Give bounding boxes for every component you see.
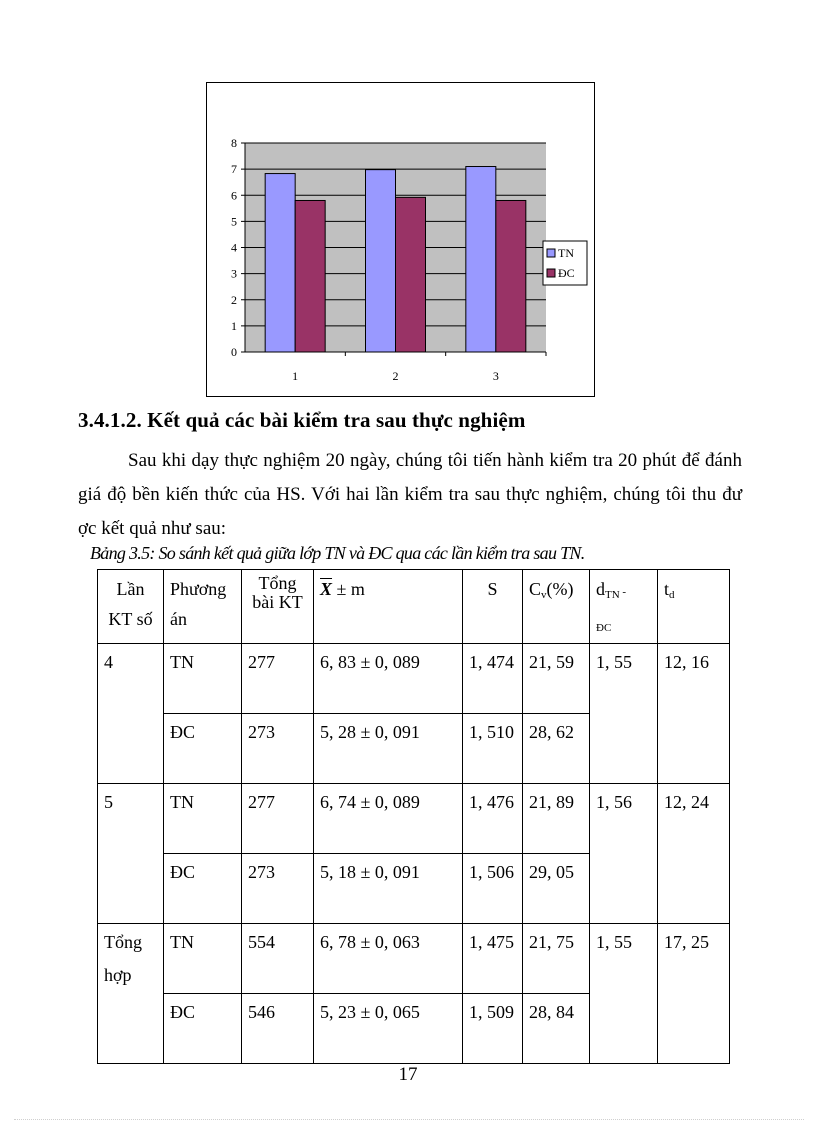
cell-cv: 28, 84	[523, 994, 590, 1064]
cell-t: 17, 25	[658, 924, 730, 1064]
cell-pa: TN	[164, 924, 242, 994]
cell-d: 1, 55	[590, 924, 658, 1064]
table-row	[98, 924, 730, 994]
y-tick-label: 4	[231, 240, 237, 255]
cell-n: 277	[242, 784, 314, 854]
cell-lan: 5	[98, 784, 164, 924]
cell-pa: ĐC	[164, 994, 242, 1064]
cell-cv: 28, 62	[523, 714, 590, 784]
cell-cv: 21, 59	[523, 644, 590, 714]
y-tick-label: 3	[231, 266, 237, 281]
cell-pa: ĐC	[164, 854, 242, 924]
cell-mean: 6, 78 ± 0, 063	[314, 924, 463, 994]
bar-dc	[295, 200, 325, 352]
x-tick-label: 3	[492, 369, 499, 383]
header-d: $d_{TN}$ - ĐC	[590, 570, 658, 644]
x-tick-label: 2	[392, 369, 399, 383]
cell-pa: TN	[164, 784, 242, 854]
cell-pa: ĐC	[164, 714, 242, 784]
page-bottom-edge	[14, 1119, 804, 1120]
bar-chart	[206, 82, 595, 397]
x-bar-symbol: $\overline{X}$	[320, 579, 333, 599]
header-t: $t_d$	[658, 570, 730, 644]
cell-mean: 5, 23 ± 0, 065	[314, 994, 463, 1064]
cell-t: 12, 16	[658, 644, 730, 784]
cell-mean: 5, 18 ± 0, 091	[314, 854, 463, 924]
cell-s: 1, 509	[463, 994, 523, 1064]
legend-label: TN	[558, 246, 574, 260]
cell-n: 554	[242, 924, 314, 994]
cell-mean: 6, 74 ± 0, 089	[314, 784, 463, 854]
bar-dc	[396, 197, 426, 352]
table-caption: Bảng 3.5: So sánh kết quả giữa lớp TN và ĐC qua các lần kiểm tra sau TN.	[90, 543, 585, 563]
header-mean: $\overline{X} \pm m$	[314, 570, 463, 644]
results-table	[97, 569, 730, 1064]
cell-d: 1, 56	[590, 784, 658, 924]
cell-pa: TN	[164, 644, 242, 714]
table-row	[98, 784, 730, 854]
cell-cv: 21, 75	[523, 924, 590, 994]
chart-svg	[207, 83, 596, 398]
x-tick-label: 1	[292, 369, 299, 383]
table-row	[98, 644, 730, 714]
cell-lan: Tổng hợp	[98, 924, 164, 1064]
header-s: S	[463, 570, 523, 644]
cell-s: 1, 475	[463, 924, 523, 994]
cell-cv: 21, 89	[523, 784, 590, 854]
cell-mean: 6, 83 ± 0, 089	[314, 644, 463, 714]
cell-mean: 5, 28 ± 0, 091	[314, 714, 463, 784]
legend-label: ĐC	[558, 266, 575, 280]
bar-dc	[496, 200, 526, 352]
cell-s: 1, 506	[463, 854, 523, 924]
cell-s: 1, 476	[463, 784, 523, 854]
cell-n: 273	[242, 854, 314, 924]
y-tick-label: 2	[231, 292, 237, 307]
y-tick-label: 5	[231, 214, 237, 229]
cell-n: 273	[242, 714, 314, 784]
y-tick-label: 6	[231, 188, 237, 203]
cell-n: 277	[242, 644, 314, 714]
bar-tn	[466, 167, 496, 352]
legend-swatch	[547, 249, 555, 257]
legend-swatch	[547, 269, 555, 277]
y-tick-label: 0	[231, 345, 237, 359]
cell-d: 1, 55	[590, 644, 658, 784]
cell-lan: 4	[98, 644, 164, 784]
header-lan: Lần KT số	[98, 570, 164, 644]
cell-cv: 29, 05	[523, 854, 590, 924]
y-tick-label: 1	[231, 318, 237, 333]
page-number: 17	[398, 1064, 418, 1085]
header-cv: $C_v(\%)$	[523, 570, 590, 644]
cell-n: 546	[242, 994, 314, 1064]
cell-t: 12, 24	[658, 784, 730, 924]
body-paragraph: Sau khi dạy thực nghiệm 20 ngày, chúng tôi tiến hành kiểm tra 20 phút để đánh giá độ bền kiến thức của HS. Với hai lần kiểm tra sau thực nghiệm, chúng tôi thu đư ợc kết quả như sau:	[78, 450, 742, 539]
bar-tn	[265, 174, 295, 352]
cell-s: 1, 510	[463, 714, 523, 784]
cell-s: 1, 474	[463, 644, 523, 714]
header-tong: Tổng bài KT	[242, 570, 314, 644]
header-phuong-an: Phương án	[164, 570, 242, 644]
y-tick-label: 7	[231, 162, 237, 177]
y-tick-label: 8	[231, 136, 237, 150]
table-header-row	[98, 570, 730, 644]
section-heading: 3.4.1.2. Kết quả các bài kiểm tra sau thực nghiệm	[78, 408, 526, 432]
bar-tn	[366, 170, 396, 352]
